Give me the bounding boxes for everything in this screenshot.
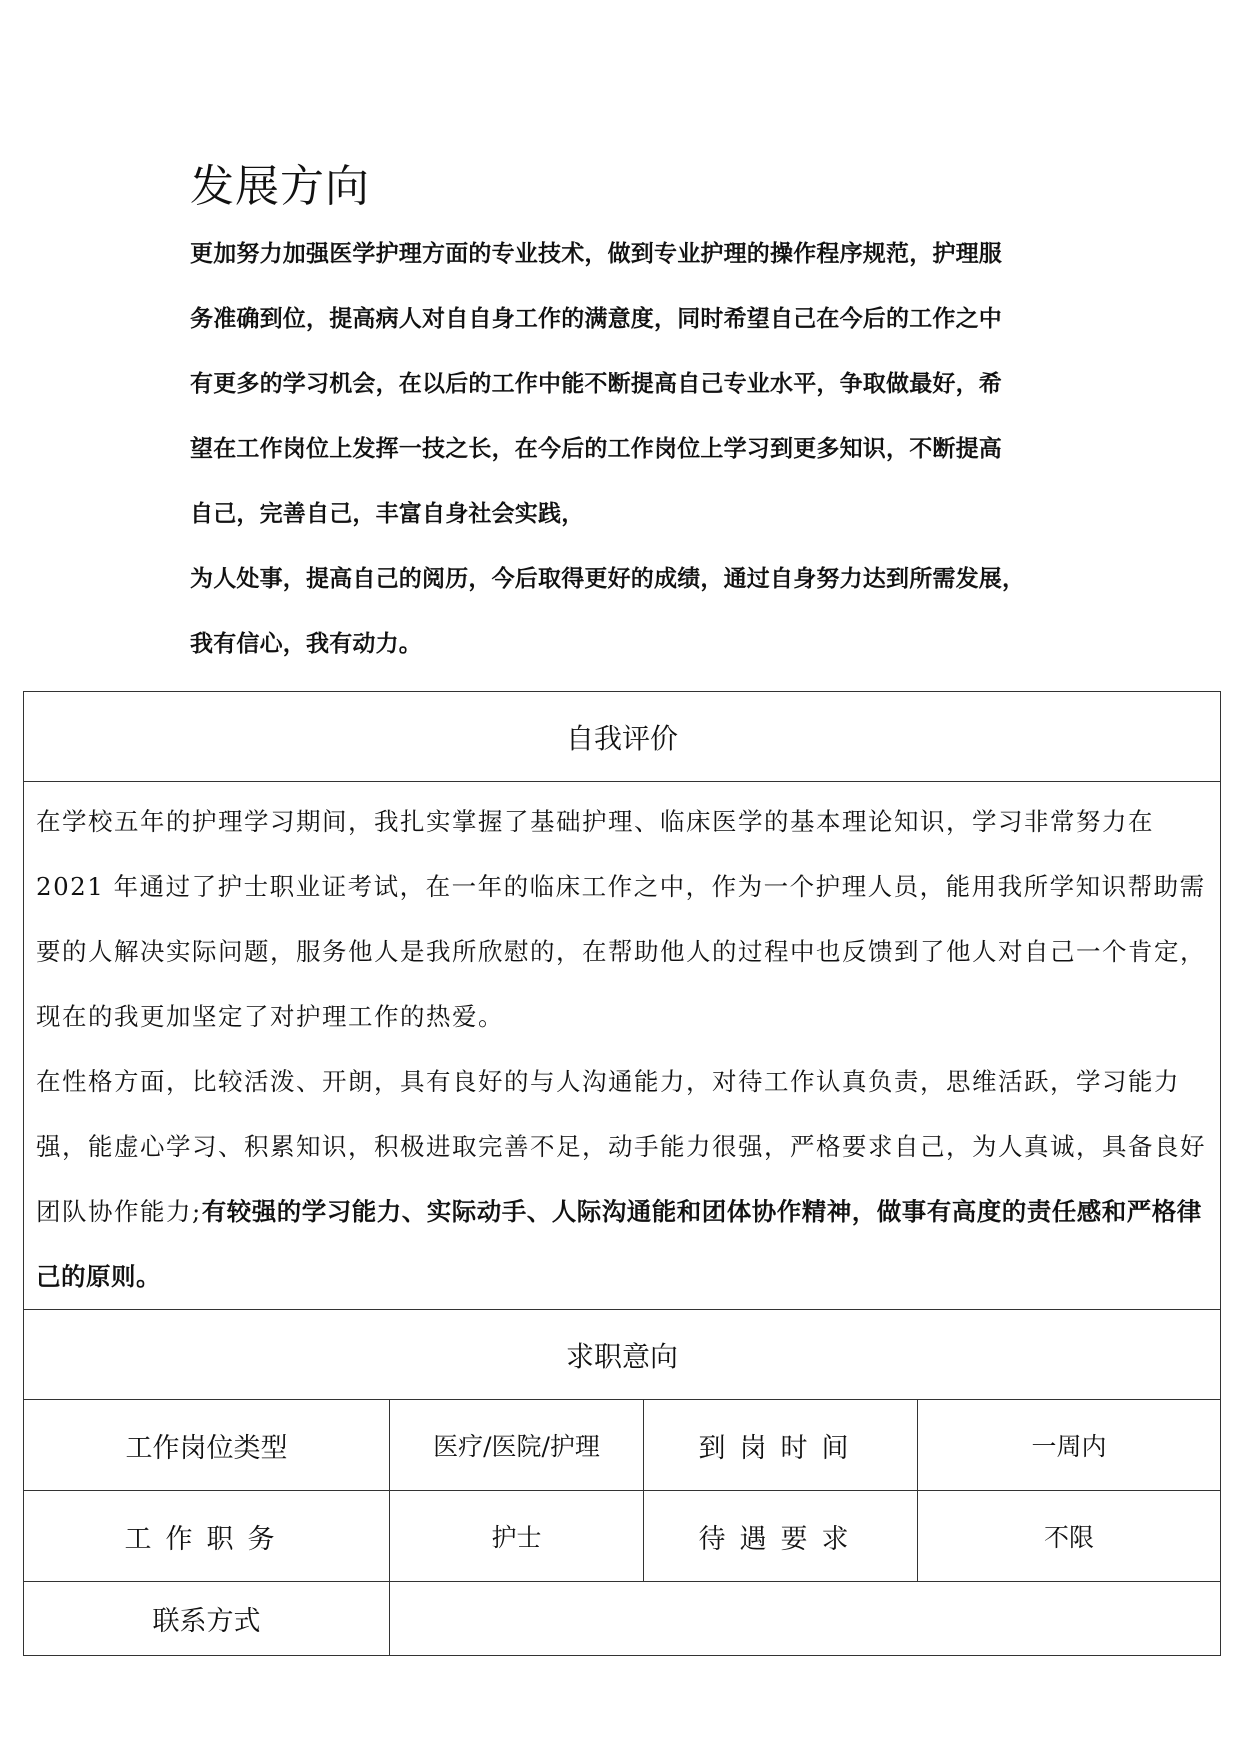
self-evaluation-content [24,782,1221,1310]
self-evaluation-paragraph: 在学校五年的护理学习期间，我扎实掌握了基础护理、临床医学的基本理论知识，学习非常努力在 2021 年通过了护士职业证考试，在一年的临床工作之中，作为一个护理人员，能用我所学知识帮助需要的人解决实际问题，服务他人是我所欣慰的，在帮助他人的过程中也反馈到了他人对自己一个肯定，现在的我更加坚定了对护理工作的热爱。 [36,807,1206,1031]
development-line: 自己，完善自己，丰富自身社会实践， [190,501,585,527]
development-body [190,222,1070,677]
start-time-label: 到岗时间 [644,1400,918,1491]
development-title: 发展方向 [190,161,370,212]
salary-label: 待遇要求 [644,1491,918,1582]
resume-table [23,691,1221,1656]
development-line: 务准确到位，提高病人对自自身工作的满意度，同时希望自己在今后的工作之中 [190,306,1002,332]
salary-value: 不限 [918,1491,1221,1582]
self-evaluation-header-label: 自我评价 [566,721,679,755]
development-line: 我有信心，我有动力。 [190,631,422,657]
development-line: 有更多的学习机会，在以后的工作中能不断提高自己专业水平，争取做最好，希 [190,371,1002,397]
development-line: 望在工作岗位上发挥一技之长，在今后的工作岗位上学习到更多知识，不断提高 [190,436,1002,462]
position-type-label: 工作岗位类型 [24,1400,390,1491]
start-time-value: 一周内 [918,1400,1221,1491]
position-type-value: 医疗/医院/护理 [390,1400,644,1491]
self-evaluation-bold-text: 有较强的学习能力、实际动手、人际沟通能和团体协作精神，做事有高度的责任感和严格律己的原则。 [36,1197,1202,1291]
duty-value: 护士 [390,1491,644,1582]
contact-value [390,1582,1221,1656]
duty-label: 工作职务 [24,1491,390,1582]
self-evaluation-plain-text: 在性格方面，比较活泼、开朗，具有良好的与人沟通能力，对待工作认真负责，思维活跃，学习能力强，能虚心学习、积累知识，积极进取完善不足，动手能力很强，严格要求自己，为人真诚，具备良好团队协作能力; [36,1067,1206,1226]
development-line: 更加努力加强医学护理方面的专业技术，做到专业护理的操作程序规范，护理服 [190,241,1002,267]
self-evaluation-paragraph [24,1049,1220,1309]
self-evaluation-header [24,692,1221,782]
job-intention-header [24,1310,1221,1400]
contact-label: 联系方式 [24,1582,390,1656]
development-line: 为人处事，提高自己的阅历，今后取得更好的成绩，通过自身努力达到所需发展， [190,566,1026,592]
job-intention-header-label: 求职意向 [566,1339,679,1373]
